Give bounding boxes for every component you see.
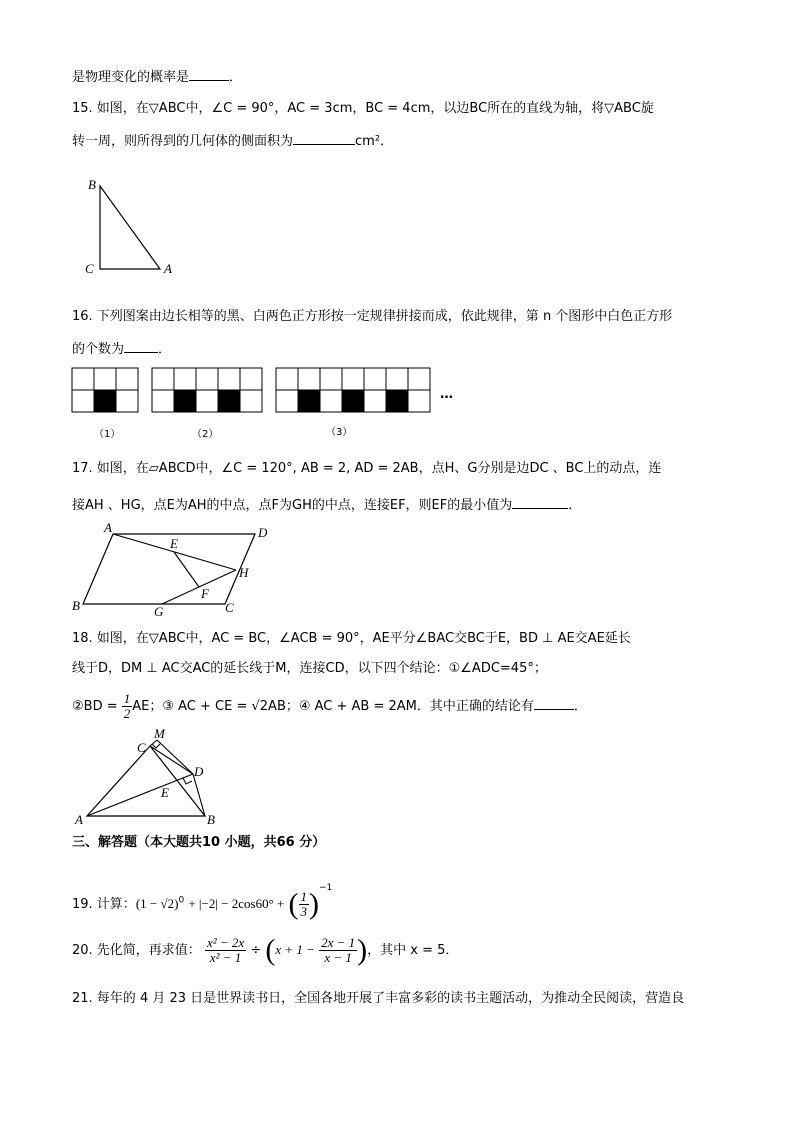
label-c: C: [225, 600, 234, 615]
segment-md: [157, 740, 193, 774]
right-angle-d: [183, 778, 192, 784]
label-b: B: [88, 177, 96, 192]
fraction-2: $\frac{2x - 1}{x - 1}$: [321, 935, 356, 965]
label-e: E: [170, 536, 178, 551]
q18-line1: 18. 如图，在▽ABC中，AC = BC，∠ACB = 90°，AE平分∠BAC交BC于E，BD ⊥ AE交AE延长: [72, 631, 631, 646]
label-e: E: [161, 785, 169, 800]
q16-line2: 的个数为 ．: [72, 342, 172, 357]
right-angle-m: [152, 744, 160, 748]
q18-line3: ②BD = $\frac{1}{2}$ AE；③ AC + CE = √2AB；④ AC + AB = 2AM．其中正确的结论有 ．: [72, 691, 587, 721]
label-m: M: [154, 726, 165, 741]
q17-line1: 17. 如图，在▱ABCD中，∠C = 120°, AB = 2, AD = 2AB，点H、G分别是边DC 、BC上的动点，连: [72, 461, 662, 476]
q17-line2: 接AH 、HG，点E为AH的中点，点F为GH的中点，连接EF，则EF的最小值为 ．: [72, 498, 582, 513]
q18-line2: 线于D，DM ⊥ AC交AC的延长线于M，连接CD，以下四个结论：①∠ADC=45°；: [72, 661, 547, 676]
triangle-abc: [87, 746, 205, 816]
q15-line2: 转一周，则所得到的几何体的侧面积为 cm²．: [72, 134, 394, 149]
segment-ad: [87, 774, 193, 816]
q20-line: 20. 先化简，再求值： $\frac{\text{x² − 2x}}{\text{x² − 1}}$ ÷ (x + 1 − $\frac{2x - 1}{x - 1}$ )，其中 x = 5．: [72, 933, 459, 967]
label-a: A: [75, 812, 83, 827]
label-b: B: [207, 812, 215, 827]
pattern-label-2: （2）: [192, 429, 219, 440]
label-a: A: [104, 520, 112, 535]
q21-line1: 21. 每年的 4 月 23 日是世界读书日，全国各地开展了丰富多彩的读书主题活动，为推动全民阅读，营造良: [72, 991, 685, 1006]
label-f: F: [201, 586, 209, 601]
q16-line1: 16. 下列图案由边长相等的黑、白两色正方形按一定规律拼接而成，依此规律，第 n 个图形中白色正方形: [72, 309, 673, 324]
pattern-label-3: （3）: [326, 427, 353, 438]
q15-line1: 15. 如图，在▽ABC中，∠C = 90°，AC = 3cm，BC = 4cm，以边BC所在的直线为轴，将▽ABC旋: [72, 101, 654, 116]
pattern-label-1: （1）: [94, 429, 121, 440]
segment-cd: [150, 746, 193, 774]
fraction-one-third: $\frac{1}{3}$: [300, 889, 308, 919]
ellipsis: …: [440, 387, 453, 402]
text-line-top: 是物理变化的概率是 ．: [72, 70, 243, 85]
label-c: C: [137, 740, 146, 755]
q19-line: 19. 计算：$(1 - √2)^0 + |-2| - 2\cos 60^\circ$ + ( $\frac{1}{3}$ )$^{-1}$: [72, 883, 333, 921]
label-a: A: [164, 261, 172, 276]
section-heading: 三、解答题（本大题共10 小题，共66 分）: [72, 835, 326, 850]
label-h: H: [239, 565, 249, 580]
segment-bd: [193, 774, 205, 816]
label-b: B: [72, 598, 80, 613]
label-g: G: [154, 604, 164, 619]
label-d: D: [194, 764, 204, 779]
fraction-1: $\frac{\text{x² − 2x}}{\text{x² − 1}}$: [206, 935, 245, 965]
fraction-one-half: $\frac{1}{2}$: [123, 691, 131, 721]
label-c: C: [85, 261, 94, 276]
label-d: D: [258, 525, 268, 540]
